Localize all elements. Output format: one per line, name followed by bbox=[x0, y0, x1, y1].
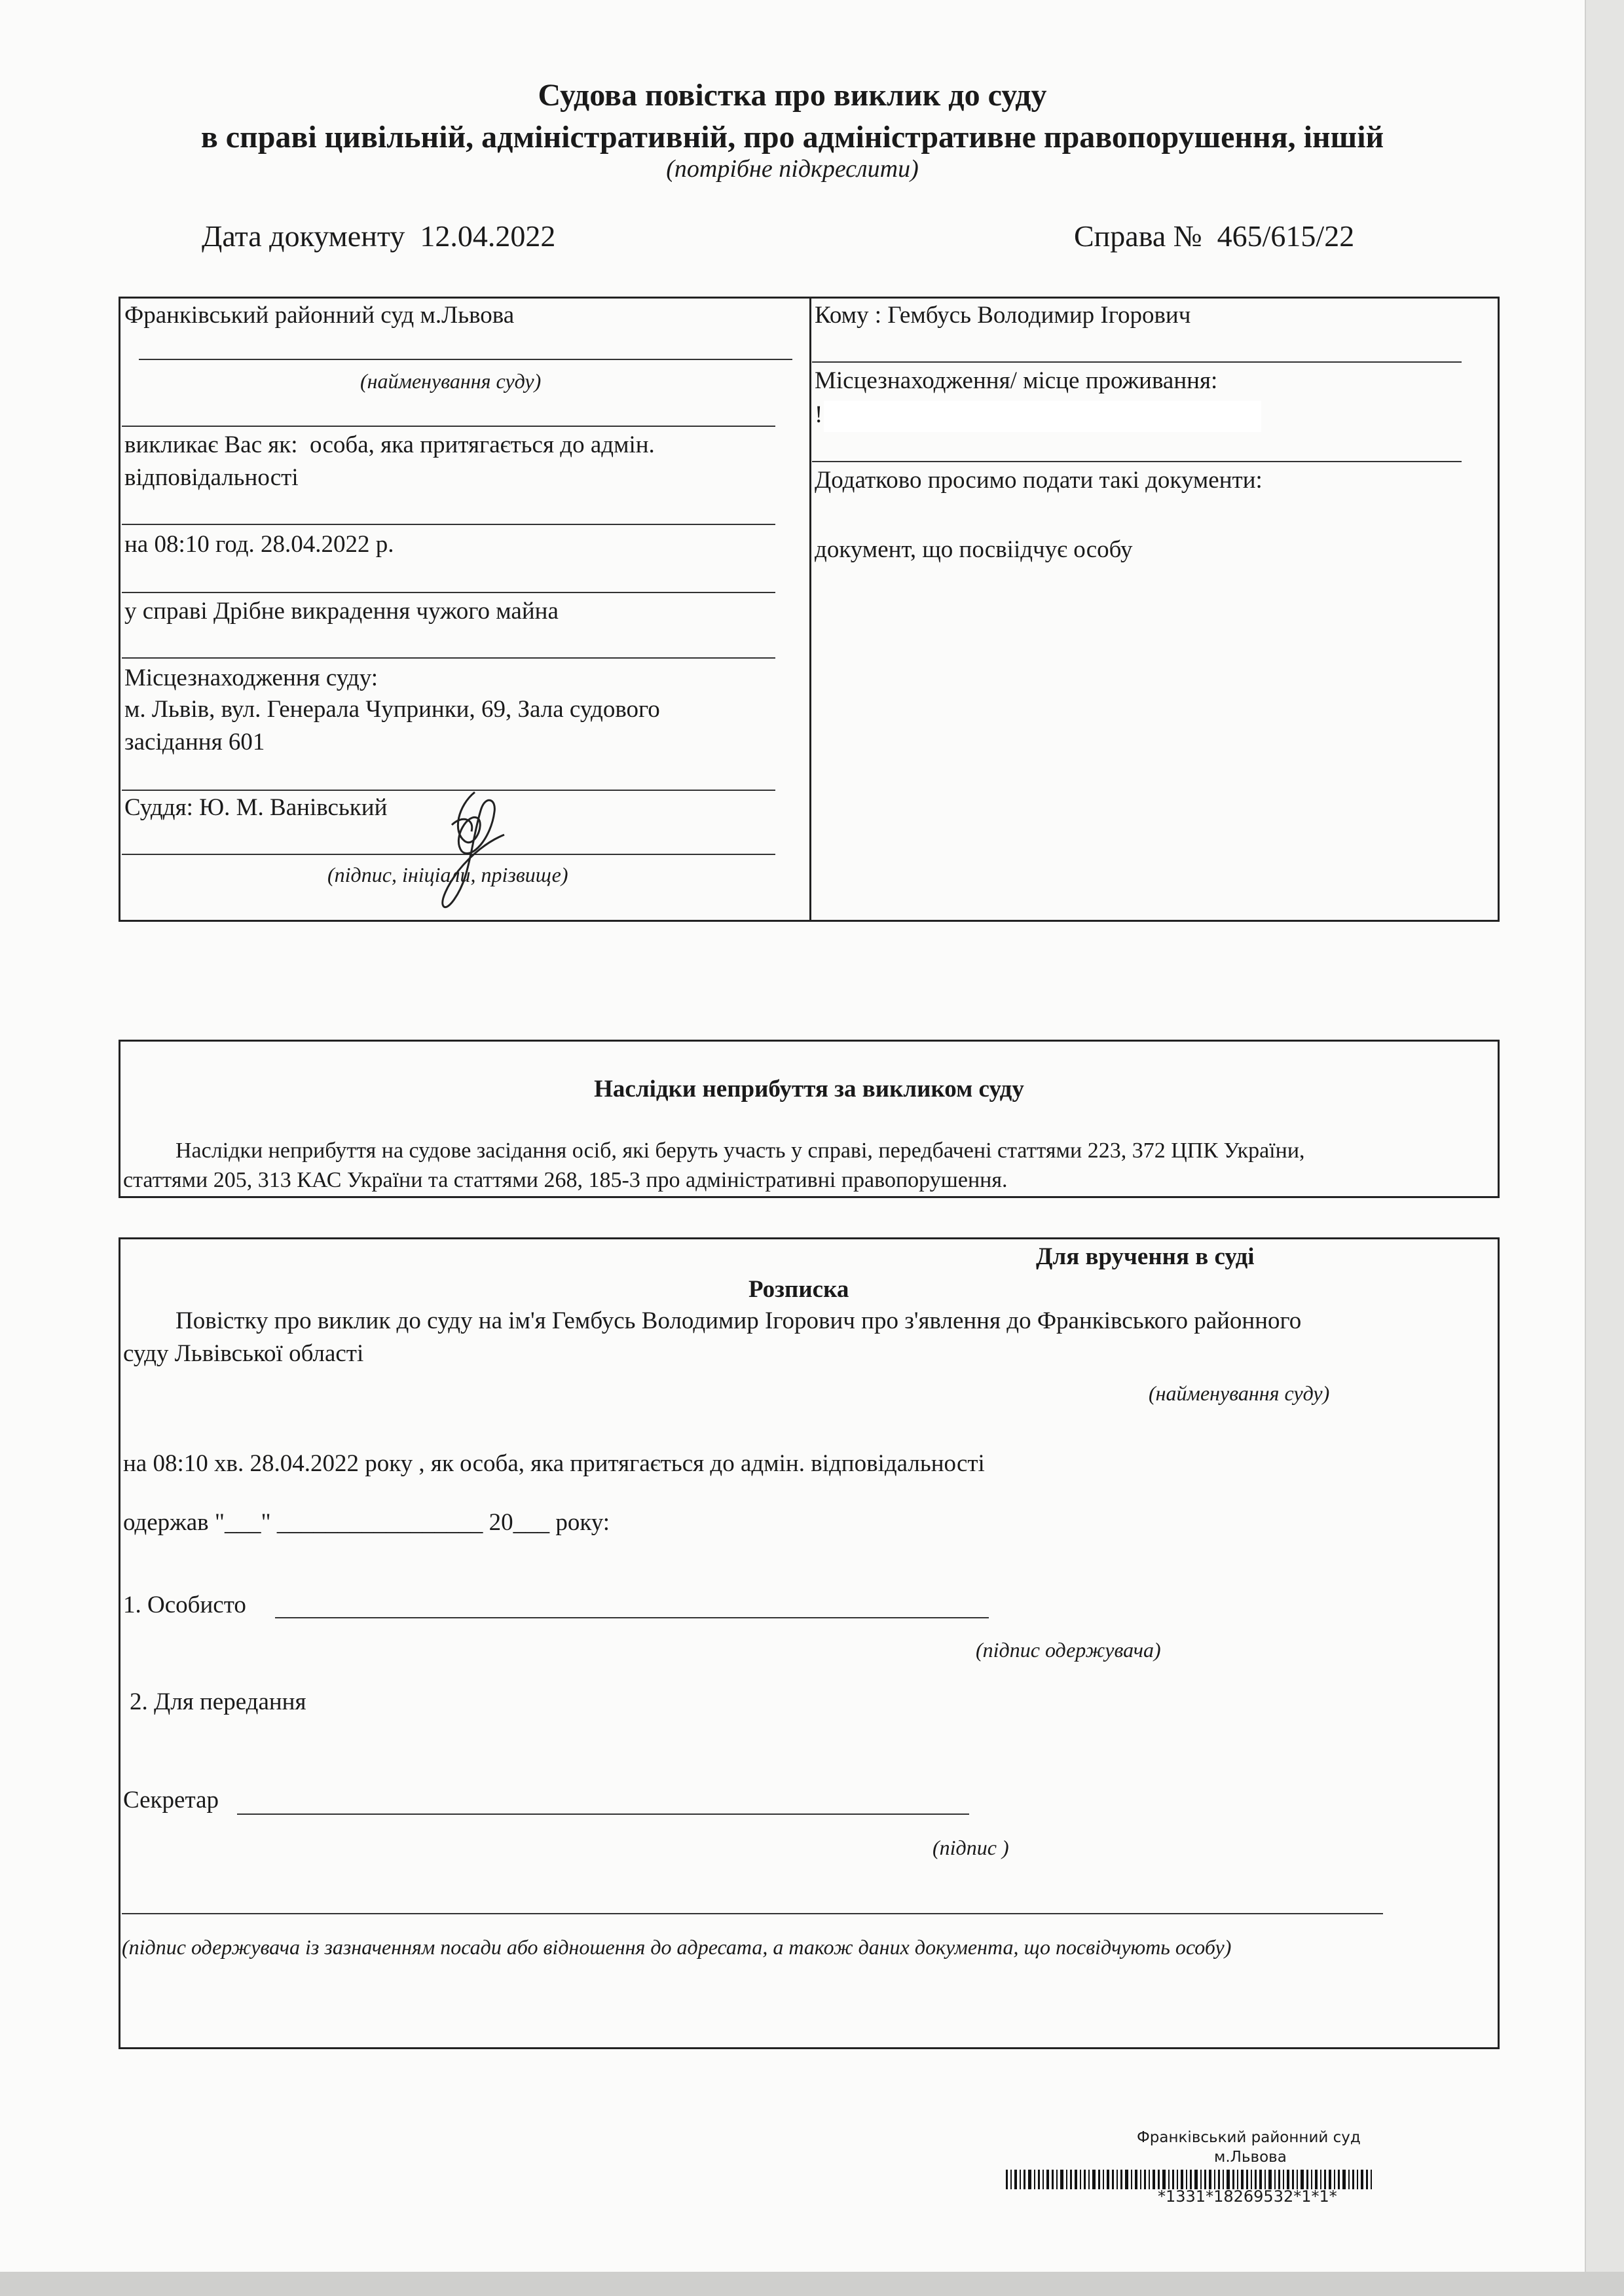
summons-divider bbox=[809, 297, 811, 922]
role-label: викликає Вас як: bbox=[124, 431, 298, 458]
barcode-bar bbox=[1014, 2170, 1017, 2189]
address-underline bbox=[812, 461, 1462, 462]
footer-court-line-2: м.Львова bbox=[1214, 2149, 1287, 2166]
barcode-bar bbox=[1098, 2170, 1100, 2189]
divider-line bbox=[122, 524, 775, 525]
barcode-bar bbox=[1060, 2170, 1063, 2189]
case-number bbox=[1074, 219, 1354, 253]
barcode-bar bbox=[1080, 2170, 1081, 2189]
barcode-bar bbox=[1371, 2170, 1372, 2189]
court-location-line-2: засідання 601 bbox=[124, 729, 265, 756]
footer-court-line-1: Франківський районний суд bbox=[1137, 2129, 1361, 2146]
barcode-bar bbox=[1361, 2170, 1363, 2189]
court-location-line-1: м. Львів, вул. Генерала Чупринки, 69, Зала судового bbox=[124, 696, 660, 723]
barcode-bar bbox=[1028, 2170, 1031, 2189]
receipt-court-caption: (найменування суду) bbox=[1149, 1381, 1330, 1405]
barcode-bar bbox=[1352, 2170, 1354, 2189]
barcode-bar bbox=[1024, 2170, 1025, 2189]
barcode-bar bbox=[1135, 2170, 1137, 2189]
case-subject: у справі Дрібне викрадення чужого майна bbox=[124, 598, 559, 625]
extra-docs-value: документ, що посвіідчує особу bbox=[815, 536, 1133, 563]
document-date bbox=[202, 219, 555, 253]
barcode-bar bbox=[1348, 2170, 1350, 2189]
court-name-underline bbox=[139, 359, 792, 360]
barcode-bar bbox=[1052, 2170, 1054, 2189]
barcode-text: *1331*18269532*1*1* bbox=[1158, 2187, 1337, 2206]
court-name: Франківський районний суд м.Львова bbox=[124, 302, 515, 329]
underline-note: (потрібне підкреслити) bbox=[666, 155, 919, 183]
barcode-bar bbox=[1116, 2170, 1118, 2189]
role-value-cont: відповідальності bbox=[124, 464, 299, 491]
barcode-bar bbox=[1103, 2170, 1104, 2189]
redacted-address bbox=[824, 401, 1261, 432]
recipient-signature-caption: (підпис одержувача) bbox=[976, 1638, 1161, 1662]
title-line-1: Судова повістка про виклик до суду bbox=[538, 78, 1047, 113]
extra-docs-label: Додатково просимо подати такі документи: bbox=[815, 467, 1263, 494]
barcode-bar bbox=[1070, 2170, 1072, 2189]
barcode-bar bbox=[1149, 2170, 1150, 2189]
barcode-bar bbox=[1046, 2170, 1049, 2189]
receipt-time-line: на 08:10 хв. 28.04.2022 року , як особа, яка притягається до адмін. відповідальності bbox=[123, 1450, 985, 1477]
barcode-bar bbox=[1366, 2170, 1368, 2189]
personally-signature-line bbox=[275, 1617, 989, 1618]
recipient-underline bbox=[812, 361, 1462, 363]
barcode-bar bbox=[1120, 2170, 1122, 2189]
recipient-address-label: Місцезнаходження/ місце проживання: bbox=[815, 367, 1218, 394]
barcode-bar bbox=[1010, 2170, 1012, 2189]
recipient-address-mark: ! bbox=[815, 401, 823, 428]
hearing-time: на 08:10 год. 28.04.2022 р. bbox=[124, 531, 394, 558]
barcode-bar bbox=[1056, 2170, 1058, 2189]
title-line-2: в справі цивільній, адміністративній, про адміністративне правопорушення, іншій bbox=[200, 120, 1384, 155]
secretary-label: Секретар bbox=[123, 1787, 219, 1813]
page-edge bbox=[1585, 0, 1624, 2296]
consequences-text-line-2: статтями 205, 313 КАС України та статтями 268, 185-3 про адміністративні правопорушення. bbox=[123, 1168, 1008, 1192]
consequences-title: Наслідки неприбуття за викликом суду bbox=[594, 1076, 1024, 1102]
receipt-corner-label: Для вручення в суді bbox=[1036, 1243, 1255, 1270]
barcode-bar bbox=[1066, 2170, 1067, 2189]
consequences-text-line-1: Наслідки неприбуття на судове засідання осіб, які беруть участь у справі, передбачені статтями 223, 372 ЦПК України, bbox=[175, 1139, 1305, 1163]
document-date-label: Дата документу bbox=[202, 219, 405, 253]
barcode-bar bbox=[1144, 2170, 1146, 2189]
barcode-bar bbox=[1153, 2170, 1155, 2189]
bottom-signature-line bbox=[122, 1913, 1383, 1914]
barcode-bar bbox=[1338, 2170, 1340, 2189]
divider-line bbox=[122, 657, 775, 659]
judge-signature bbox=[413, 779, 530, 923]
barcode-bar bbox=[1075, 2170, 1077, 2189]
barcode-bar bbox=[1020, 2170, 1021, 2189]
barcode-bar bbox=[1084, 2170, 1086, 2189]
divider-line bbox=[122, 426, 775, 427]
divider-line bbox=[122, 592, 775, 593]
barcode-bar bbox=[1038, 2170, 1040, 2189]
recipient-to: Кому : Гембусь Володимир Ігорович bbox=[815, 302, 1191, 329]
receipt-line-1: Повістку про виклик до суду на ім'я Гембусь Володимир Ігорович про з'явлення до Франківського районного bbox=[175, 1307, 1302, 1334]
barcode-bar bbox=[1107, 2170, 1109, 2189]
judge-line: Суддя: Ю. М. Ванівський bbox=[124, 794, 388, 821]
personally-label: 1. Особисто bbox=[123, 1592, 246, 1618]
court-location-label: Місцезнаходження суду: bbox=[124, 665, 378, 691]
barcode-bar bbox=[1112, 2170, 1114, 2189]
role-line bbox=[124, 429, 655, 461]
barcode-bar bbox=[1043, 2170, 1044, 2189]
secretary-signature-caption: (підпис ) bbox=[932, 1836, 1009, 1859]
case-number-value: 465/615/22 bbox=[1217, 219, 1355, 253]
scan-shadow bbox=[0, 2272, 1624, 2296]
court-name-caption: (найменування суду) bbox=[360, 369, 542, 393]
receipt-title: Розписка bbox=[748, 1276, 849, 1303]
document-date-value: 12.04.2022 bbox=[420, 219, 556, 253]
barcode-bar bbox=[1357, 2170, 1358, 2189]
barcode-bar bbox=[1131, 2170, 1132, 2189]
case-number-label: Справа № bbox=[1074, 219, 1202, 253]
secretary-signature-line bbox=[237, 1813, 969, 1815]
barcode-bar bbox=[1140, 2170, 1141, 2189]
receipt-bottom-caption: (підпис одержувача із зазначенням посади або відношення до адресата, а також даних документа, що посвідчують особу) bbox=[122, 1935, 1232, 1959]
barcode-bar bbox=[1006, 2170, 1008, 2189]
received-line: одержав "___" _________________ 20___ року: bbox=[123, 1509, 610, 1536]
barcode-bar bbox=[1088, 2170, 1090, 2189]
barcode-bar bbox=[1125, 2170, 1128, 2189]
role-value: особа, яка притягається до адмін. bbox=[310, 431, 655, 458]
barcode-bar bbox=[1092, 2170, 1096, 2189]
barcode-bar bbox=[1342, 2170, 1346, 2189]
receipt-line-2: суду Львівської області bbox=[123, 1340, 364, 1367]
transfer-label: 2. Для передання bbox=[130, 1688, 306, 1715]
signature-caption: (підпис, ініціали, прізвище) bbox=[327, 863, 568, 886]
barcode-bar bbox=[1034, 2170, 1035, 2189]
